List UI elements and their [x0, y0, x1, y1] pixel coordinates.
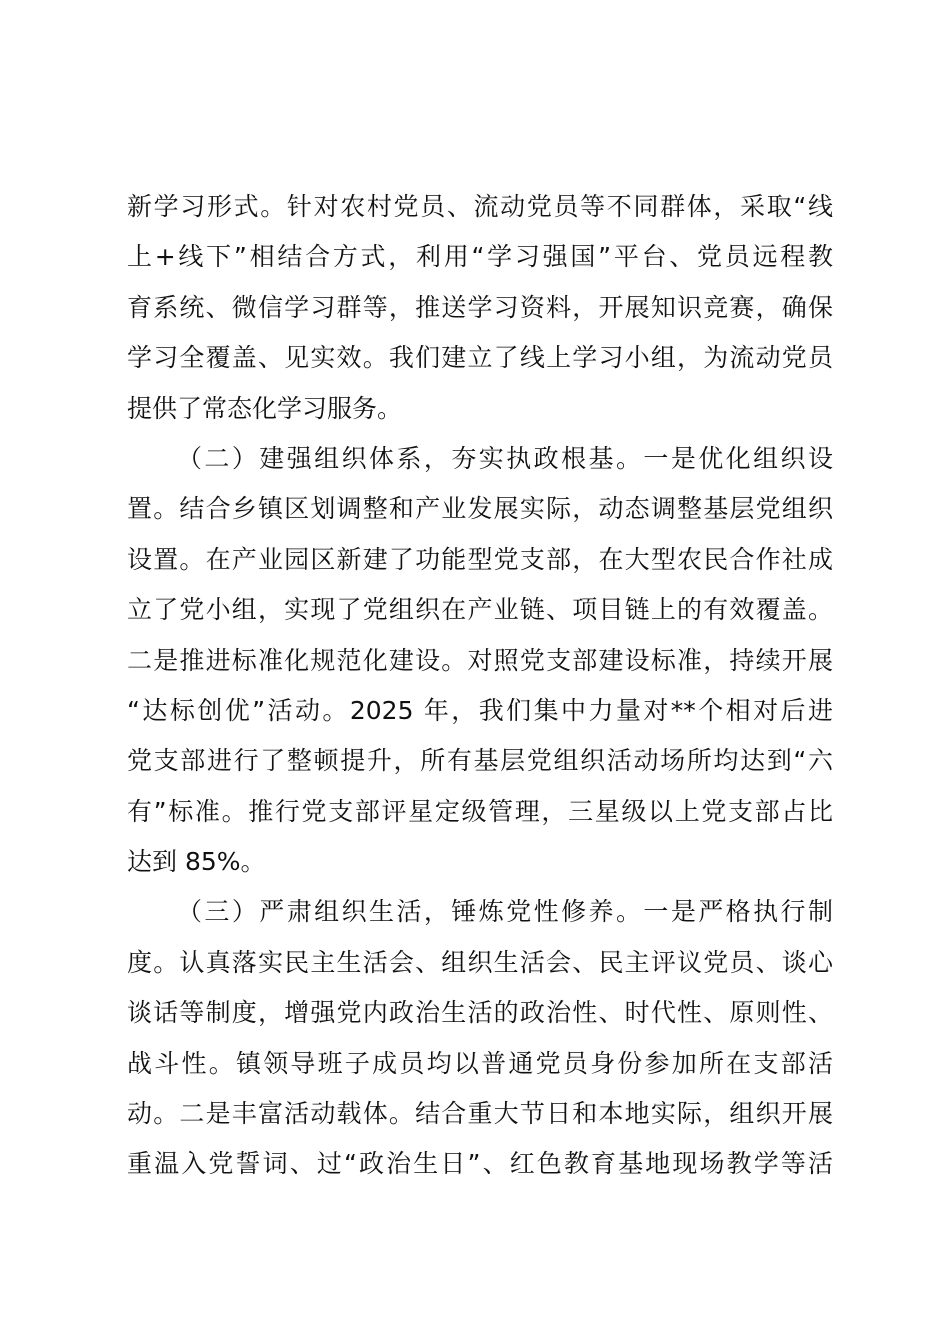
text-line: 度。认真落实民主生活会、组织生活会、民主评议党员、谈心 — [127, 947, 833, 977]
text-line: 立了党小组，实现了党组织在产业链、项目链上的有效覆盖。 — [127, 595, 833, 625]
text-line: 置。结合乡镇区划调整和产业发展实际，动态调整基层党组织 — [127, 494, 833, 524]
paragraph-section-organizational-life — [127, 887, 833, 1189]
text-line: 新学习形式。针对农村党员、流动党员等不同群体，采取“线 — [127, 192, 833, 221]
text-line: 达到 85%。 — [127, 847, 266, 877]
paragraph-section-organization-system — [127, 434, 833, 888]
text-line: 设置。在产业园区新建了功能型党支部，在大型农民合作社成 — [127, 544, 833, 574]
text-line: 有”标准。推行党支部评星定级管理，三星级以上党支部占比 — [127, 796, 833, 826]
section-heading-line: （三）严肃组织生活，锤炼党性修养。一是严格执行制 — [177, 897, 833, 927]
text-line: 学习全覆盖、见实效。我们建立了线上学习小组，为流动党员 — [127, 343, 833, 373]
paragraph-online-learning — [127, 182, 833, 434]
text-line: 党支部进行了整顿提升，所有基层党组织活动场所均达到“六 — [127, 746, 833, 776]
text-line: 育系统、微信学习群等，推送学习资料，开展知识竞赛，确保 — [127, 292, 833, 322]
text-line: 提供了常态化学习服务。 — [127, 393, 403, 423]
document-body — [127, 182, 833, 1190]
text-line: 二是推进标准化规范化建设。对照党支部建设标准，持续开展 — [127, 645, 833, 675]
text-line: 动。二是丰富活动载体。结合重大节日和本地实际，组织开展 — [127, 1099, 833, 1129]
text-line: 上+线下”相结合方式，利用“学习强国”平台、党员远程教 — [127, 242, 833, 272]
text-line: 谈话等制度，增强党内政治生活的政治性、时代性、原则性、 — [127, 998, 833, 1028]
text-line: 战斗性。镇领导班子成员均以普通党员身份参加所在支部活 — [127, 1048, 833, 1078]
text-line: “达标创优”活动。2025 年，我们集中力量对**个相对后进 — [127, 695, 833, 725]
text-line: 重温入党誓词、过“政治生日”、红色教育基地现场教学等活 — [127, 1149, 833, 1179]
section-heading-line: （二）建强组织体系，夯实执政根基。一是优化组织设 — [177, 443, 833, 473]
